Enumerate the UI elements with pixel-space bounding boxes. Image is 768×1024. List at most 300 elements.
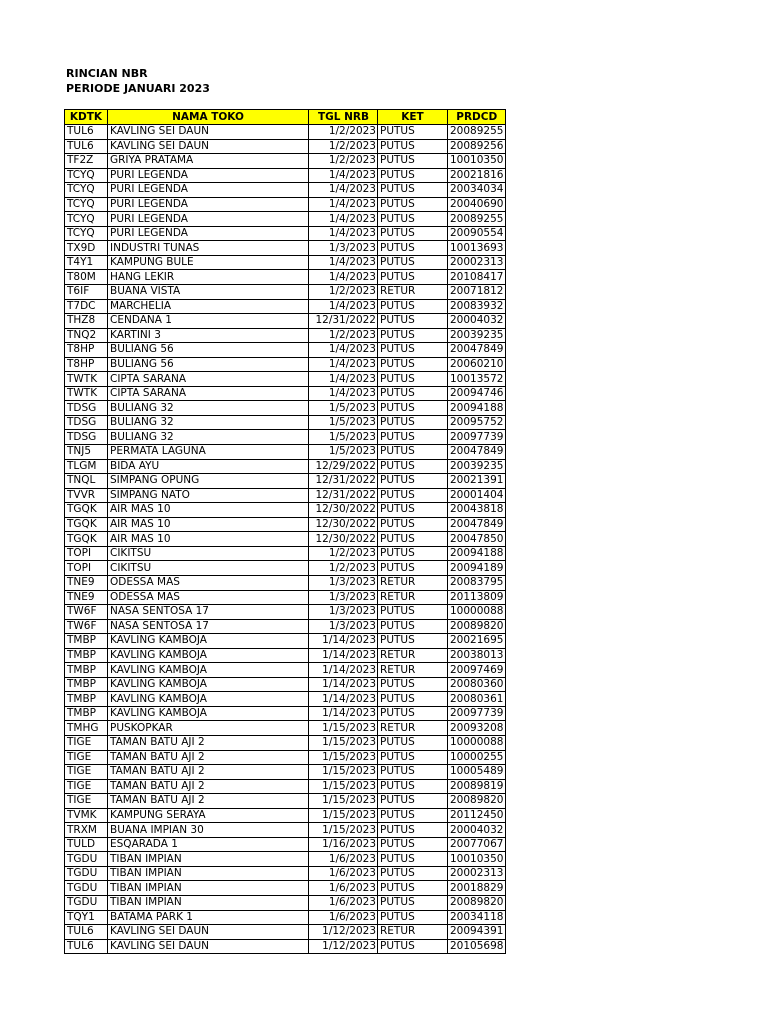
- table-row: [65, 794, 506, 809]
- cell-prdcd: 20089820: [448, 895, 506, 910]
- cell-kdtk: TLGM: [65, 459, 108, 474]
- cell-ket: PUTUS: [378, 881, 448, 896]
- table-row: [65, 459, 506, 474]
- table-row: [65, 634, 506, 649]
- cell-tgl-nrb: 1/4/2023: [309, 212, 378, 227]
- cell-prdcd: 20002313: [448, 255, 506, 270]
- cell-tgl-nrb: 1/6/2023: [309, 895, 378, 910]
- cell-tgl-nrb: 1/2/2023: [309, 154, 378, 169]
- cell-prdcd: 20089820: [448, 619, 506, 634]
- cell-nama-toko: KAVLING KAMBOJA: [108, 663, 309, 678]
- cell-nama-toko: GRIYA PRATAMA: [108, 154, 309, 169]
- cell-kdtk: TNQ2: [65, 328, 108, 343]
- cell-prdcd: 20040690: [448, 197, 506, 212]
- cell-nama-toko: INDUSTRI TUNAS: [108, 241, 309, 256]
- cell-kdtk: TIGE: [65, 735, 108, 750]
- cell-prdcd: 20083932: [448, 299, 506, 314]
- column-header-tgl-nrb: TGL NRB: [309, 110, 378, 125]
- cell-ket: PUTUS: [378, 808, 448, 823]
- cell-ket: PUTUS: [378, 634, 448, 649]
- cell-tgl-nrb: 12/31/2022: [309, 314, 378, 329]
- cell-kdtk: TDSG: [65, 430, 108, 445]
- cell-prdcd: 20043818: [448, 503, 506, 518]
- cell-prdcd: 10010350: [448, 852, 506, 867]
- cell-nama-toko: TAMAN BATU AJI 2: [108, 735, 309, 750]
- table-row: [65, 750, 506, 765]
- cell-kdtk: TMBP: [65, 648, 108, 663]
- cell-prdcd: 20021391: [448, 474, 506, 489]
- cell-tgl-nrb: 1/15/2023: [309, 779, 378, 794]
- cell-ket: PUTUS: [378, 183, 448, 198]
- cell-nama-toko: AIR MAS 10: [108, 532, 309, 547]
- cell-kdtk: TOPI: [65, 546, 108, 561]
- cell-prdcd: 20089256: [448, 139, 506, 154]
- cell-prdcd: 20112450: [448, 808, 506, 823]
- cell-tgl-nrb: 1/15/2023: [309, 823, 378, 838]
- table-row: [65, 285, 506, 300]
- table-row: [65, 197, 506, 212]
- cell-nama-toko: HANG LEKIR: [108, 270, 309, 285]
- cell-kdtk: T80M: [65, 270, 108, 285]
- cell-nama-toko: PURI LEGENDA: [108, 183, 309, 198]
- table-row: [65, 445, 506, 460]
- cell-kdtk: TW6F: [65, 605, 108, 620]
- cell-kdtk: TNE9: [65, 575, 108, 590]
- cell-nama-toko: BUANA IMPIAN 30: [108, 823, 309, 838]
- cell-tgl-nrb: 1/2/2023: [309, 561, 378, 576]
- cell-nama-toko: BULIANG 32: [108, 430, 309, 445]
- table-row: [65, 866, 506, 881]
- cell-tgl-nrb: 1/14/2023: [309, 706, 378, 721]
- cell-prdcd: 20094188: [448, 401, 506, 416]
- cell-prdcd: 20093208: [448, 721, 506, 736]
- table-row: [65, 139, 506, 154]
- cell-ket: RETUR: [378, 590, 448, 605]
- cell-kdtk: TQY1: [65, 910, 108, 925]
- cell-kdtk: T7DC: [65, 299, 108, 314]
- cell-prdcd: 20004032: [448, 314, 506, 329]
- cell-tgl-nrb: 1/14/2023: [309, 648, 378, 663]
- cell-nama-toko: TAMAN BATU AJI 2: [108, 765, 309, 780]
- cell-nama-toko: KARTINI 3: [108, 328, 309, 343]
- table-row: [65, 852, 506, 867]
- cell-ket: PUTUS: [378, 532, 448, 547]
- table-row: [65, 648, 506, 663]
- cell-ket: RETUR: [378, 663, 448, 678]
- cell-prdcd: 20038013: [448, 648, 506, 663]
- cell-tgl-nrb: 1/5/2023: [309, 430, 378, 445]
- cell-tgl-nrb: 1/15/2023: [309, 808, 378, 823]
- table-row: [65, 663, 506, 678]
- cell-nama-toko: TAMAN BATU AJI 2: [108, 794, 309, 809]
- cell-ket: PUTUS: [378, 401, 448, 416]
- cell-kdtk: TOPI: [65, 561, 108, 576]
- cell-kdtk: T8HP: [65, 357, 108, 372]
- cell-nama-toko: NASA SENTOSA 17: [108, 619, 309, 634]
- cell-ket: PUTUS: [378, 386, 448, 401]
- cell-nama-toko: KAVLING SEI DAUN: [108, 939, 309, 954]
- cell-tgl-nrb: 1/4/2023: [309, 183, 378, 198]
- cell-tgl-nrb: 1/3/2023: [309, 241, 378, 256]
- cell-prdcd: 20113809: [448, 590, 506, 605]
- cell-ket: PUTUS: [378, 255, 448, 270]
- cell-kdtk: TVVR: [65, 488, 108, 503]
- table-row: [65, 343, 506, 358]
- cell-kdtk: TCYQ: [65, 212, 108, 227]
- table-row: [65, 328, 506, 343]
- cell-tgl-nrb: 12/30/2022: [309, 532, 378, 547]
- cell-prdcd: 20105698: [448, 939, 506, 954]
- table-row: [65, 939, 506, 954]
- cell-kdtk: TMBP: [65, 706, 108, 721]
- cell-kdtk: TIGE: [65, 750, 108, 765]
- table-row: [65, 561, 506, 576]
- cell-prdcd: 20071812: [448, 285, 506, 300]
- column-header-prdcd: PRDCD: [448, 110, 506, 125]
- cell-nama-toko: KAVLING KAMBOJA: [108, 677, 309, 692]
- cell-tgl-nrb: 1/12/2023: [309, 925, 378, 940]
- cell-tgl-nrb: 1/14/2023: [309, 663, 378, 678]
- cell-nama-toko: TIBAN IMPIAN: [108, 866, 309, 881]
- table-row: [65, 837, 506, 852]
- cell-prdcd: 20094188: [448, 546, 506, 561]
- cell-tgl-nrb: 1/15/2023: [309, 765, 378, 780]
- cell-ket: PUTUS: [378, 299, 448, 314]
- cell-prdcd: 10005489: [448, 765, 506, 780]
- cell-ket: PUTUS: [378, 270, 448, 285]
- cell-prdcd: 20094391: [448, 925, 506, 940]
- cell-ket: RETUR: [378, 925, 448, 940]
- cell-ket: RETUR: [378, 648, 448, 663]
- cell-prdcd: 10013572: [448, 372, 506, 387]
- cell-ket: PUTUS: [378, 677, 448, 692]
- cell-kdtk: TNQL: [65, 474, 108, 489]
- cell-ket: PUTUS: [378, 459, 448, 474]
- cell-ket: PUTUS: [378, 765, 448, 780]
- cell-kdtk: TWTK: [65, 386, 108, 401]
- report-period: PERIODE JANUARI 2023: [66, 82, 210, 95]
- cell-ket: PUTUS: [378, 779, 448, 794]
- cell-nama-toko: PERMATA LAGUNA: [108, 445, 309, 460]
- cell-prdcd: 20047849: [448, 343, 506, 358]
- table-row: [65, 546, 506, 561]
- cell-nama-toko: CIPTA SARANA: [108, 386, 309, 401]
- cell-kdtk: TGQK: [65, 517, 108, 532]
- cell-prdcd: 20001404: [448, 488, 506, 503]
- table-body: [65, 125, 506, 954]
- table-row: [65, 415, 506, 430]
- cell-tgl-nrb: 1/6/2023: [309, 910, 378, 925]
- cell-ket: PUTUS: [378, 692, 448, 707]
- cell-prdcd: 20034034: [448, 183, 506, 198]
- table-row: [65, 357, 506, 372]
- cell-tgl-nrb: 1/14/2023: [309, 677, 378, 692]
- cell-ket: PUTUS: [378, 852, 448, 867]
- cell-nama-toko: KAVLING KAMBOJA: [108, 648, 309, 663]
- cell-nama-toko: PURI LEGENDA: [108, 168, 309, 183]
- table-row: [65, 168, 506, 183]
- cell-kdtk: TCYQ: [65, 168, 108, 183]
- cell-nama-toko: SIMPANG NATO: [108, 488, 309, 503]
- table-row: [65, 372, 506, 387]
- cell-ket: PUTUS: [378, 372, 448, 387]
- cell-prdcd: 20094189: [448, 561, 506, 576]
- cell-ket: PUTUS: [378, 837, 448, 852]
- table-row: [65, 212, 506, 227]
- cell-ket: PUTUS: [378, 866, 448, 881]
- cell-ket: PUTUS: [378, 561, 448, 576]
- cell-nama-toko: ESQARADA 1: [108, 837, 309, 852]
- cell-ket: PUTUS: [378, 750, 448, 765]
- table-row: [65, 779, 506, 794]
- cell-tgl-nrb: 1/16/2023: [309, 837, 378, 852]
- cell-nama-toko: PURI LEGENDA: [108, 226, 309, 241]
- cell-ket: PUTUS: [378, 619, 448, 634]
- cell-kdtk: TNJ5: [65, 445, 108, 460]
- cell-prdcd: 10000255: [448, 750, 506, 765]
- cell-kdtk: TVMK: [65, 808, 108, 823]
- cell-nama-toko: TIBAN IMPIAN: [108, 895, 309, 910]
- table-row: [65, 474, 506, 489]
- cell-nama-toko: SIMPANG OPUNG: [108, 474, 309, 489]
- cell-prdcd: 20097469: [448, 663, 506, 678]
- cell-kdtk: TGQK: [65, 503, 108, 518]
- cell-prdcd: 20077067: [448, 837, 506, 852]
- cell-prdcd: 10010350: [448, 154, 506, 169]
- cell-tgl-nrb: 1/2/2023: [309, 328, 378, 343]
- cell-ket: PUTUS: [378, 314, 448, 329]
- cell-kdtk: TMBP: [65, 634, 108, 649]
- table-row: [65, 895, 506, 910]
- cell-nama-toko: KAVLING SEI DAUN: [108, 139, 309, 154]
- cell-kdtk: TUL6: [65, 125, 108, 140]
- cell-nama-toko: KAVLING SEI DAUN: [108, 125, 309, 140]
- cell-kdtk: TCYQ: [65, 197, 108, 212]
- cell-tgl-nrb: 1/12/2023: [309, 939, 378, 954]
- cell-tgl-nrb: 1/6/2023: [309, 852, 378, 867]
- cell-tgl-nrb: 1/2/2023: [309, 125, 378, 140]
- table-row: [65, 226, 506, 241]
- table-header-row: [65, 110, 506, 125]
- cell-nama-toko: BUANA VISTA: [108, 285, 309, 300]
- cell-prdcd: 10000088: [448, 605, 506, 620]
- cell-tgl-nrb: 1/15/2023: [309, 794, 378, 809]
- cell-prdcd: 20039235: [448, 459, 506, 474]
- cell-nama-toko: PURI LEGENDA: [108, 212, 309, 227]
- cell-tgl-nrb: 1/15/2023: [309, 735, 378, 750]
- cell-tgl-nrb: 1/3/2023: [309, 619, 378, 634]
- cell-kdtk: TGDU: [65, 852, 108, 867]
- cell-prdcd: 20089819: [448, 779, 506, 794]
- cell-nama-toko: BATAMA PARK 1: [108, 910, 309, 925]
- cell-tgl-nrb: 1/2/2023: [309, 139, 378, 154]
- cell-nama-toko: KAMPUNG BULE: [108, 255, 309, 270]
- cell-ket: RETUR: [378, 285, 448, 300]
- cell-ket: PUTUS: [378, 474, 448, 489]
- cell-tgl-nrb: 12/29/2022: [309, 459, 378, 474]
- cell-nama-toko: TIBAN IMPIAN: [108, 852, 309, 867]
- table-row: [65, 299, 506, 314]
- cell-kdtk: TULD: [65, 837, 108, 852]
- cell-prdcd: 20047850: [448, 532, 506, 547]
- cell-prdcd: 20090554: [448, 226, 506, 241]
- cell-tgl-nrb: 1/3/2023: [309, 605, 378, 620]
- cell-tgl-nrb: 1/4/2023: [309, 168, 378, 183]
- cell-nama-toko: CIKITSU: [108, 561, 309, 576]
- table-row: [65, 488, 506, 503]
- cell-kdtk: TGDU: [65, 895, 108, 910]
- cell-ket: PUTUS: [378, 212, 448, 227]
- cell-prdcd: 20097739: [448, 430, 506, 445]
- table-row: [65, 386, 506, 401]
- cell-ket: PUTUS: [378, 794, 448, 809]
- cell-prdcd: 20018829: [448, 881, 506, 896]
- column-header-kdtk: KDTK: [65, 110, 108, 125]
- cell-ket: PUTUS: [378, 241, 448, 256]
- table-row: [65, 823, 506, 838]
- cell-tgl-nrb: 1/4/2023: [309, 255, 378, 270]
- cell-kdtk: T8HP: [65, 343, 108, 358]
- cell-tgl-nrb: 1/4/2023: [309, 372, 378, 387]
- table-row: [65, 532, 506, 547]
- cell-tgl-nrb: 1/4/2023: [309, 343, 378, 358]
- table-row: [65, 925, 506, 940]
- cell-prdcd: 20060210: [448, 357, 506, 372]
- column-header-nama-toko: NAMA TOKO: [108, 110, 309, 125]
- cell-kdtk: TF2Z: [65, 154, 108, 169]
- table-row: [65, 881, 506, 896]
- table-row: [65, 605, 506, 620]
- cell-tgl-nrb: 1/6/2023: [309, 866, 378, 881]
- cell-tgl-nrb: 1/5/2023: [309, 401, 378, 416]
- cell-tgl-nrb: 12/30/2022: [309, 503, 378, 518]
- cell-kdtk: TMBP: [65, 677, 108, 692]
- cell-tgl-nrb: 1/14/2023: [309, 634, 378, 649]
- cell-ket: PUTUS: [378, 445, 448, 460]
- cell-ket: PUTUS: [378, 197, 448, 212]
- cell-ket: PUTUS: [378, 939, 448, 954]
- table-row: [65, 910, 506, 925]
- cell-ket: PUTUS: [378, 328, 448, 343]
- cell-tgl-nrb: 12/30/2022: [309, 517, 378, 532]
- cell-ket: PUTUS: [378, 343, 448, 358]
- cell-prdcd: 20089255: [448, 125, 506, 140]
- cell-ket: PUTUS: [378, 503, 448, 518]
- cell-tgl-nrb: 1/4/2023: [309, 386, 378, 401]
- cell-kdtk: TMBP: [65, 692, 108, 707]
- cell-ket: PUTUS: [378, 735, 448, 750]
- cell-nama-toko: BULIANG 56: [108, 357, 309, 372]
- cell-prdcd: 20089820: [448, 794, 506, 809]
- cell-nama-toko: TAMAN BATU AJI 2: [108, 779, 309, 794]
- cell-prdcd: 20021816: [448, 168, 506, 183]
- cell-prdcd: 20080361: [448, 692, 506, 707]
- cell-prdcd: 20080360: [448, 677, 506, 692]
- column-header-ket: KET: [378, 110, 448, 125]
- table-row: [65, 677, 506, 692]
- table-row: [65, 619, 506, 634]
- cell-ket: PUTUS: [378, 125, 448, 140]
- cell-kdtk: T4Y1: [65, 255, 108, 270]
- cell-kdtk: TRXM: [65, 823, 108, 838]
- cell-kdtk: TGQK: [65, 532, 108, 547]
- cell-nama-toko: KAVLING KAMBOJA: [108, 706, 309, 721]
- cell-kdtk: TIGE: [65, 779, 108, 794]
- table-row: [65, 255, 506, 270]
- cell-prdcd: 20047849: [448, 445, 506, 460]
- cell-tgl-nrb: 1/14/2023: [309, 692, 378, 707]
- cell-ket: PUTUS: [378, 139, 448, 154]
- cell-kdtk: TGDU: [65, 881, 108, 896]
- cell-nama-toko: PURI LEGENDA: [108, 197, 309, 212]
- cell-nama-toko: BULIANG 56: [108, 343, 309, 358]
- cell-nama-toko: KAVLING KAMBOJA: [108, 634, 309, 649]
- cell-tgl-nrb: 1/5/2023: [309, 415, 378, 430]
- cell-ket: PUTUS: [378, 895, 448, 910]
- cell-ket: PUTUS: [378, 430, 448, 445]
- cell-prdcd: 20034118: [448, 910, 506, 925]
- cell-nama-toko: KAVLING SEI DAUN: [108, 925, 309, 940]
- table-row: [65, 706, 506, 721]
- cell-ket: PUTUS: [378, 605, 448, 620]
- cell-tgl-nrb: 1/5/2023: [309, 445, 378, 460]
- table-row: [65, 270, 506, 285]
- cell-prdcd: 20021695: [448, 634, 506, 649]
- cell-kdtk: TW6F: [65, 619, 108, 634]
- cell-nama-toko: AIR MAS 10: [108, 517, 309, 532]
- cell-tgl-nrb: 1/4/2023: [309, 226, 378, 241]
- cell-nama-toko: CENDANA 1: [108, 314, 309, 329]
- cell-ket: PUTUS: [378, 357, 448, 372]
- cell-kdtk: TMHG: [65, 721, 108, 736]
- cell-tgl-nrb: 1/6/2023: [309, 881, 378, 896]
- nbr-table: [64, 109, 506, 954]
- cell-prdcd: 20083795: [448, 575, 506, 590]
- cell-prdcd: 20002313: [448, 866, 506, 881]
- cell-ket: PUTUS: [378, 415, 448, 430]
- table-row: [65, 808, 506, 823]
- cell-ket: PUTUS: [378, 546, 448, 561]
- table-row: [65, 590, 506, 605]
- cell-nama-toko: CIPTA SARANA: [108, 372, 309, 387]
- cell-prdcd: 10013693: [448, 241, 506, 256]
- cell-tgl-nrb: 1/3/2023: [309, 590, 378, 605]
- cell-prdcd: 20004032: [448, 823, 506, 838]
- cell-tgl-nrb: 12/31/2022: [309, 488, 378, 503]
- cell-kdtk: TGDU: [65, 866, 108, 881]
- table-row: [65, 314, 506, 329]
- cell-prdcd: 20089255: [448, 212, 506, 227]
- cell-tgl-nrb: 1/2/2023: [309, 285, 378, 300]
- cell-ket: PUTUS: [378, 517, 448, 532]
- cell-nama-toko: NASA SENTOSA 17: [108, 605, 309, 620]
- cell-kdtk: TIGE: [65, 794, 108, 809]
- cell-kdtk: TNE9: [65, 590, 108, 605]
- cell-nama-toko: BULIANG 32: [108, 415, 309, 430]
- cell-nama-toko: TIBAN IMPIAN: [108, 881, 309, 896]
- cell-tgl-nrb: 12/31/2022: [309, 474, 378, 489]
- cell-tgl-nrb: 1/4/2023: [309, 357, 378, 372]
- table-row: [65, 183, 506, 198]
- cell-ket: PUTUS: [378, 910, 448, 925]
- cell-tgl-nrb: 1/4/2023: [309, 299, 378, 314]
- table-row: [65, 503, 506, 518]
- cell-tgl-nrb: 1/3/2023: [309, 575, 378, 590]
- cell-tgl-nrb: 1/4/2023: [309, 197, 378, 212]
- cell-prdcd: 20108417: [448, 270, 506, 285]
- cell-nama-toko: AIR MAS 10: [108, 503, 309, 518]
- cell-kdtk: THZ8: [65, 314, 108, 329]
